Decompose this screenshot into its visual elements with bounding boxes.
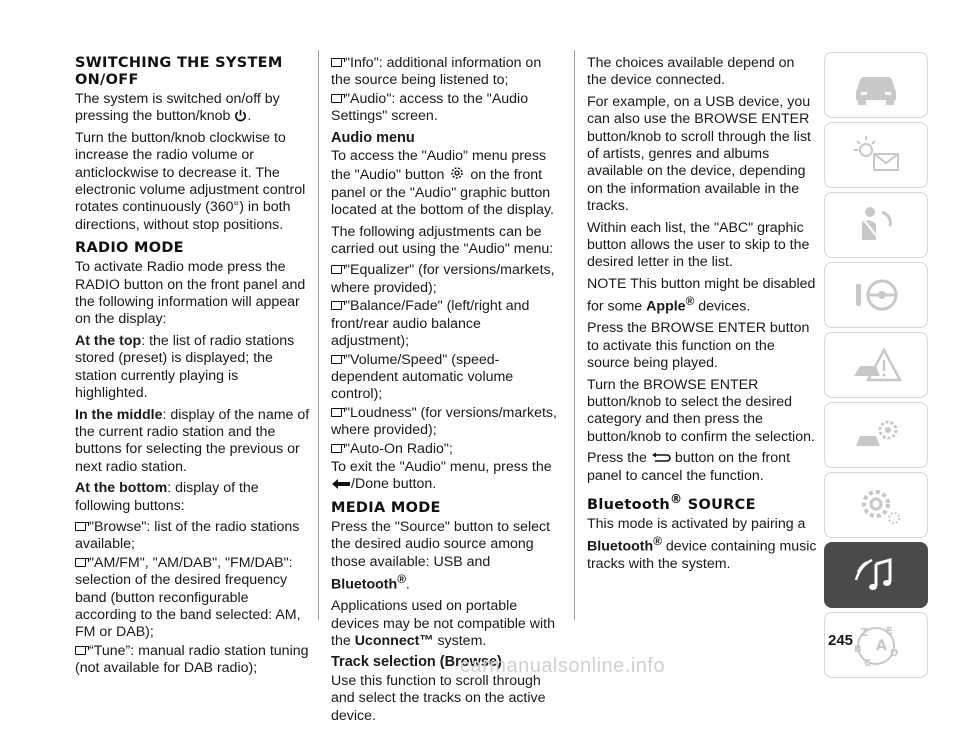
column-1 [75,55,311,679]
heading-audio-menu: Audio menu [331,129,415,146]
bullet-icon [331,301,342,310]
seatbelt-airbag-icon [846,200,906,250]
back-arrow-icon [331,478,351,490]
column-divider [318,50,319,620]
paragraph: For example, on a USB device, you can also use the BROWSE ENTER button/knob to scroll through the list of artists, genres and albums available on the device, depending on the information available in the tracks. [587,93,811,215]
tab-warning-lights[interactable] [824,122,928,188]
power-icon [234,109,247,122]
svg-text:Z: Z [860,626,868,639]
svg-text:D: D [890,648,899,659]
chapter-sidebar [824,52,928,682]
bullet-item: "Browse": list of the radio stations available; [75,518,300,553]
column-3 [587,55,817,578]
bullet-item: "Volume/Speed" (speed-dependent automatic volume control); [331,351,514,403]
paragraph: This mode is activated by pairing a Bluetooth® device containing music tracks with the system. [587,515,817,573]
emergency-icon [846,340,906,390]
tab-starting-driving[interactable] [824,262,928,328]
bullet-icon [75,558,86,567]
paragraph: Turn the BROWSE ENTER button/knob to select the desired category and then press the button/knob to confirm the selection. [587,376,815,445]
car-icon [846,60,906,110]
bullet-item: "Auto-On Radio"; [331,441,561,458]
heading-bluetooth-source: Bluetooth® SOURCE [587,492,756,513]
audio-settings-icon [448,165,466,181]
bullet-icon [75,646,86,655]
column-divider [574,50,575,620]
maintenance-icon [846,410,906,460]
paragraph: To activate Radio mode press the RADIO button on the front panel and the following information will appear on the display: [75,259,306,328]
paragraph: Press the "Source" button to select the desired audio source among those available: USB and Bluetooth®. [331,518,551,593]
tab-maintenance[interactable] [824,402,928,468]
tab-multimedia[interactable] [824,542,928,608]
paragraph: The choices available depend on the device connected. [587,55,795,89]
bullet-item: "Audio": access to the "Audio Settings" screen. [331,90,529,125]
bullet-icon [331,408,342,417]
multimedia-icon [846,550,906,600]
svg-text:E: E [886,626,893,637]
tab-safety[interactable] [824,192,928,258]
paragraph: Press the BROWSE ENTER button to activate this function on the source being played. [587,320,810,372]
steering-key-icon [846,270,906,320]
paragraph: At the top: the list of radio stations stored (preset) is displayed; the station currently playing is highlighted. [75,332,295,402]
paragraph: NOTE This button might be disabled for some Apple® devices. [587,275,816,316]
paragraph: Use this function to scroll through and select the tracks on the active device. [331,672,546,724]
bullet-icon [331,58,342,67]
paragraph: Applications used on portable devices may be not compatible with the Uconnect™ system. [331,598,555,649]
tab-emergency[interactable] [824,332,928,398]
paragraph: To exit the "Audio" menu, press the /Done button. [331,458,552,493]
svg-text:A: A [876,638,887,654]
index-icon [846,620,906,670]
paragraph: Within each list, the "ABC" graphic button allows the user to skip to the desired letter in the list. [587,219,810,271]
svg-text:B: B [854,644,862,655]
bullet-icon [75,522,86,531]
bullet-icon [331,94,342,103]
bullet-item: "Loudness" (for versions/markets, where provided); [331,404,557,439]
bullet-item: “Tune”: manual radio station tuning (not available for DAB radio); [75,642,309,677]
bullet-item: "Balance/Fade" (left/right and front/rear audio balance adjustment); [331,298,530,350]
return-icon [651,452,671,464]
heading-track-selection: Track selection (Browse) [331,654,502,671]
bullet-icon [331,355,342,364]
heading-media-mode: MEDIA MODE [331,499,441,516]
bullet-item: "Info": additional information on the source being listened to; [331,55,542,89]
bullet-item: "Equalizer" (for versions/markets, where provided); [331,262,555,296]
watermark: carmanualsonline.info [460,655,666,677]
column-2 [331,55,561,729]
paragraph: At the bottom: display of the following buttons: [75,480,259,514]
paragraph: To access the "Audio" menu press the "Audio" button on the front panel or the "Audio" graphic button located at the bottom of the display. [331,148,554,219]
paragraph: Press the button on the front panel to cancel the function. [587,450,791,484]
heading-switching: SWITCHING THE SYSTEM ON/OFF [75,55,283,88]
tab-vehicle[interactable] [824,52,928,118]
bullet-icon [331,444,342,453]
paragraph: Turn the button/knob clockwise to increase the radio volume or anticlockwise to decrease it. The electronic volume adjustment control rotates continuously (360°) in both directions, without stop positions. [75,129,306,233]
paragraph: In the middle: display of the name of the current radio station and the buttons for selecting the previous or next radio station. [75,406,310,475]
page-number: 245 [828,632,854,649]
svg-text:C: C [864,658,872,669]
paragraph: The system is switched on/off by pressing the button/knob . [75,91,280,125]
technical-data-icon [846,480,906,530]
warning-lights-icon [846,130,906,180]
bullet-icon [331,265,342,274]
bullet-item: "AM/FM", "AM/DAB", "FM/DAB": selection of the desired frequency band (button reconfigurable according to the band selected: AM, FM or DAB); [75,554,301,641]
paragraph: The following adjustments can be carried out using the "Audio" menu: [331,223,554,258]
tab-technical-data[interactable] [824,472,928,538]
heading-radio-mode: RADIO MODE [75,240,184,257]
